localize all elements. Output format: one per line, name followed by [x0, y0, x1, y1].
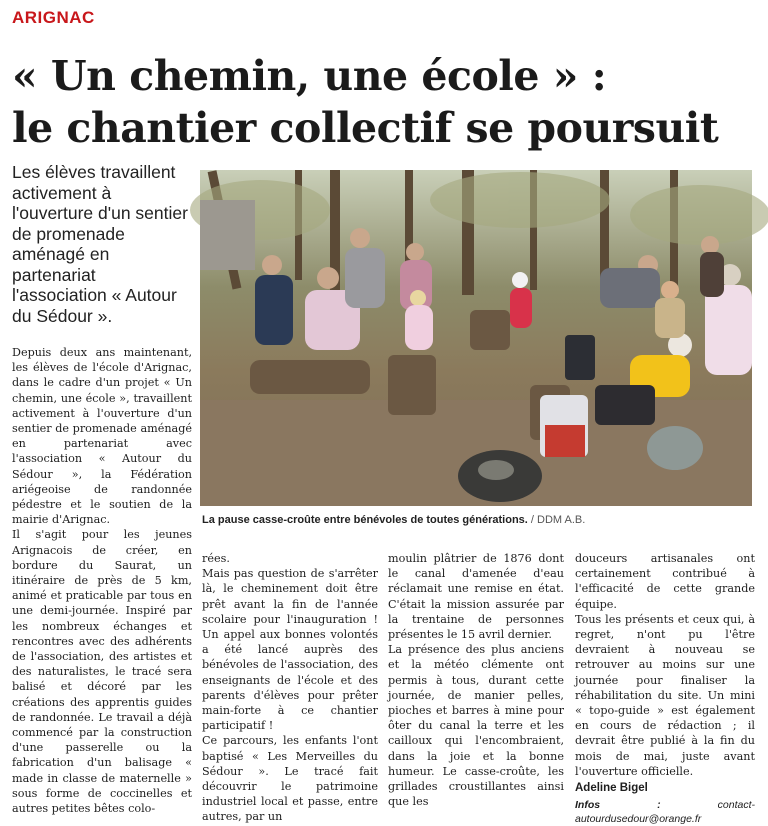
section-rubric: ARIGNAC — [12, 8, 95, 27]
photo-credit: / DDM A.B. — [530, 514, 586, 526]
paragraph: La présence des plus anciens et la météo clémente ont permis à tous, durant cette journée, de manier pelles, pioches et barres à mine pour ôter du canal la terre et les cailloux qui l'encombraient, dans la joie et la bonne humeur. Le casse-croûte, les grillades croustillantes ainsi que les — [388, 643, 564, 809]
paragraph: Mais pas question de s'arrêter là, le cheminement doit être prêt avant la fin de l'année scolaire pour l'inauguration ! Un appel aux bonnes volontés a été lancé auprès des bénévoles de l'association, des enseignants de l'école et des parents d'élèves pour prêter main-forte à ce chantier participatif ! — [202, 567, 378, 733]
headline-line-2: le chantier collectif se poursuit — [12, 104, 719, 152]
contact-info — [575, 798, 755, 826]
article-photo — [200, 170, 752, 506]
photo-caption — [202, 514, 754, 526]
caption-text: La pause casse-croûte entre bénévoles de toutes générations. — [202, 514, 528, 526]
paragraph: rées. — [202, 552, 230, 565]
author-signature: Adeline Bigel — [575, 782, 648, 795]
article-column-3 — [388, 551, 564, 809]
paragraph: Depuis deux ans maintenant, les élèves de l'école d'Arignac, dans le cadre d'un projet « Un chemin, une école », travaillent activement à l'ouverture d'un sentier de promenade aménagé en partenariat avec l'association « Autour du Sédour », la Fédération ariégeoise de randonnée pédestre et le soutien de la mairie d'Arignac. — [12, 346, 192, 527]
paragraph: Il s'agit pour les jeunes Arignacois de créer, en bordure du Saurat, un itinéraire de près de 5 km, animé et praticable par tous en une demi-journée. Inspiré par les nombreux échanges et rencontres avec des adhérents de l'association, des artistes et des naturalistes, le tracé sera balisé et décoré par les créations des apprentis guides de randonnée. Le travail a déjà commencé par la construction d'une passerelle ou la fabrication d'un balisage « made in classe de maternelle » sous forme de coccinelles et autres petites bêtes colo- — [12, 528, 192, 816]
infos-label: Infos : — [575, 799, 661, 812]
paragraph: moulin plâtrier de 1876 dont le canal d'amenée d'eau réclamait une remise en état. C'était la mission assurée par la trentaine de personnes présentes le 15 avril dernier. — [388, 552, 564, 642]
headline — [12, 50, 762, 154]
paragraph: Tous les présents et ceux qui, à regret, n'ont pu l'être devraient à nouveau se retrouver au moins sur une journée pour finaliser la réhabilitation du site. Un mini « topo-guide » est également en cours de rédaction ; il devrait être publié à la fin du mois de mai, juste avant l'ouverture officielle. — [575, 612, 755, 778]
headline-line-1: « Un chemin, une école » : — [12, 52, 607, 100]
paragraph: douceurs artisanales ont certainement contribué à l'efficacité de cette grande équipe. — [575, 552, 755, 611]
article-column-4 — [575, 551, 755, 826]
lede: Les élèves travaillent activement à l'ouverture d'un sentier de promenade aménagé en partenariat l'association « Autour du Sédour ». — [12, 162, 188, 326]
article-column-1 — [12, 345, 192, 816]
article-column-2 — [202, 551, 378, 824]
paragraph: Ce parcours, les enfants l'ont baptisé « Les Merveilles du Sédour ». Le tracé fait découvrir le patrimoine industriel local et passe, entre autres, par un — [202, 734, 378, 824]
contact-email[interactable]: contact-autourdusedour@orange.fr — [575, 799, 755, 826]
photo-illustration — [200, 170, 752, 506]
